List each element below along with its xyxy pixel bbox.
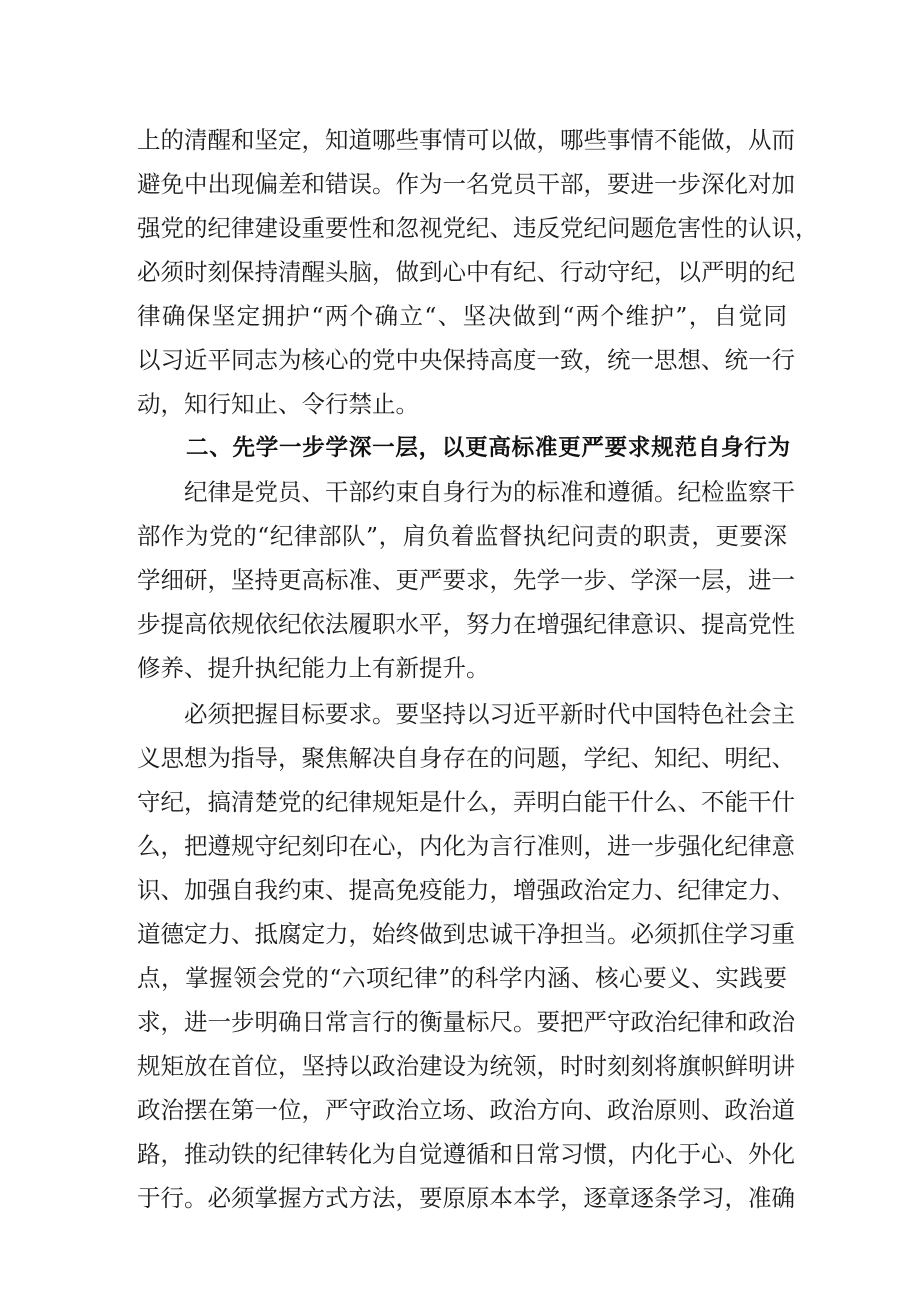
paragraph-line: 守纪，搞清楚党的纪律规矩是什么，弄明白能干什么、不能干什	[137, 788, 795, 816]
paragraph-line: 纪律是党员、干部约束自身行为的标准和遵循。纪检监察干	[184, 478, 795, 506]
paragraph-line: 路，推动铁的纪律转化为自觉遵循和日常习惯，内化于心、外化	[137, 1140, 795, 1168]
paragraph-line: 求，进一步明确日常言行的衡量标尺。要把严守政治纪律和政治	[137, 1008, 795, 1036]
paragraph-line: 避免中出现偏差和错误。作为一名党员干部，要进一步深化对加	[137, 170, 795, 198]
paragraph-line: 动，知行知止、令行禁止。	[137, 390, 419, 418]
paragraph-line: 部作为党的“纪律部队”，肩负着监督执纪问责的职责，更要深	[137, 522, 787, 550]
paragraph-line: 以习近平同志为核心的党中央保持高度一致，统一思想、统一行	[137, 346, 795, 374]
paragraph-line: 道德定力、抵腐定力，始终做到忠诚干净担当。必须抓住学习重	[137, 920, 795, 948]
paragraph-line: 律确保坚定拥护“两个确立“、坚决做到“两个维护”，自觉同	[137, 302, 787, 330]
paragraph-line: 政治摆在第一位，严守政治立场、政治方向、政治原则、政治道	[137, 1096, 795, 1124]
paragraph-line: 必须把握目标要求。要坚持以习近平新时代中国特色社会主	[184, 700, 795, 728]
paragraph-line: 么，把遵规守纪刻印在心，内化为言行准则，进一步强化纪律意	[137, 832, 795, 860]
paragraph-line: 识、加强自我约束、提高免疫能力，增强政治定力、纪律定力、	[137, 876, 795, 904]
paragraph-line: 上的清醒和坚定，知道哪些事情可以做，哪些事情不能做，从而	[137, 126, 795, 154]
paragraph-line: 规矩放在首位，坚持以政治建设为统领，时时刻刻将旗帜鲜明讲	[137, 1052, 795, 1080]
paragraph-line: 于行。必须掌握方式方法，要原原本本学，逐章逐条学习，准确	[137, 1184, 795, 1212]
paragraph-line: 强党的纪律建设重要性和忽视党纪、违反党纪问题危害性的认识，	[137, 214, 819, 242]
paragraph-line: 必须时刻保持清醒头脑，做到心中有纪、行动守纪，以严明的纪	[137, 258, 795, 286]
paragraph-line: 学细研，坚持更高标准、更严要求，先学一步、学深一层，进一	[137, 566, 795, 594]
paragraph-line: 义思想为指导，聚焦解决自身存在的问题，学纪、知纪、明纪、	[137, 744, 795, 772]
paragraph-line: 点，掌握领会党的“六项纪律”的科学内涵、核心要义、实践要	[137, 964, 787, 992]
paragraph-line: 步提高依规依纪依法履职水平，努力在增强纪律意识、提高党性	[137, 610, 795, 638]
paragraph-line: 修养、提升执纪能力上有新提升。	[137, 654, 490, 682]
section-heading: 二、先学一步学深一层，以更高标准更严要求规范自身行为	[186, 435, 790, 461]
